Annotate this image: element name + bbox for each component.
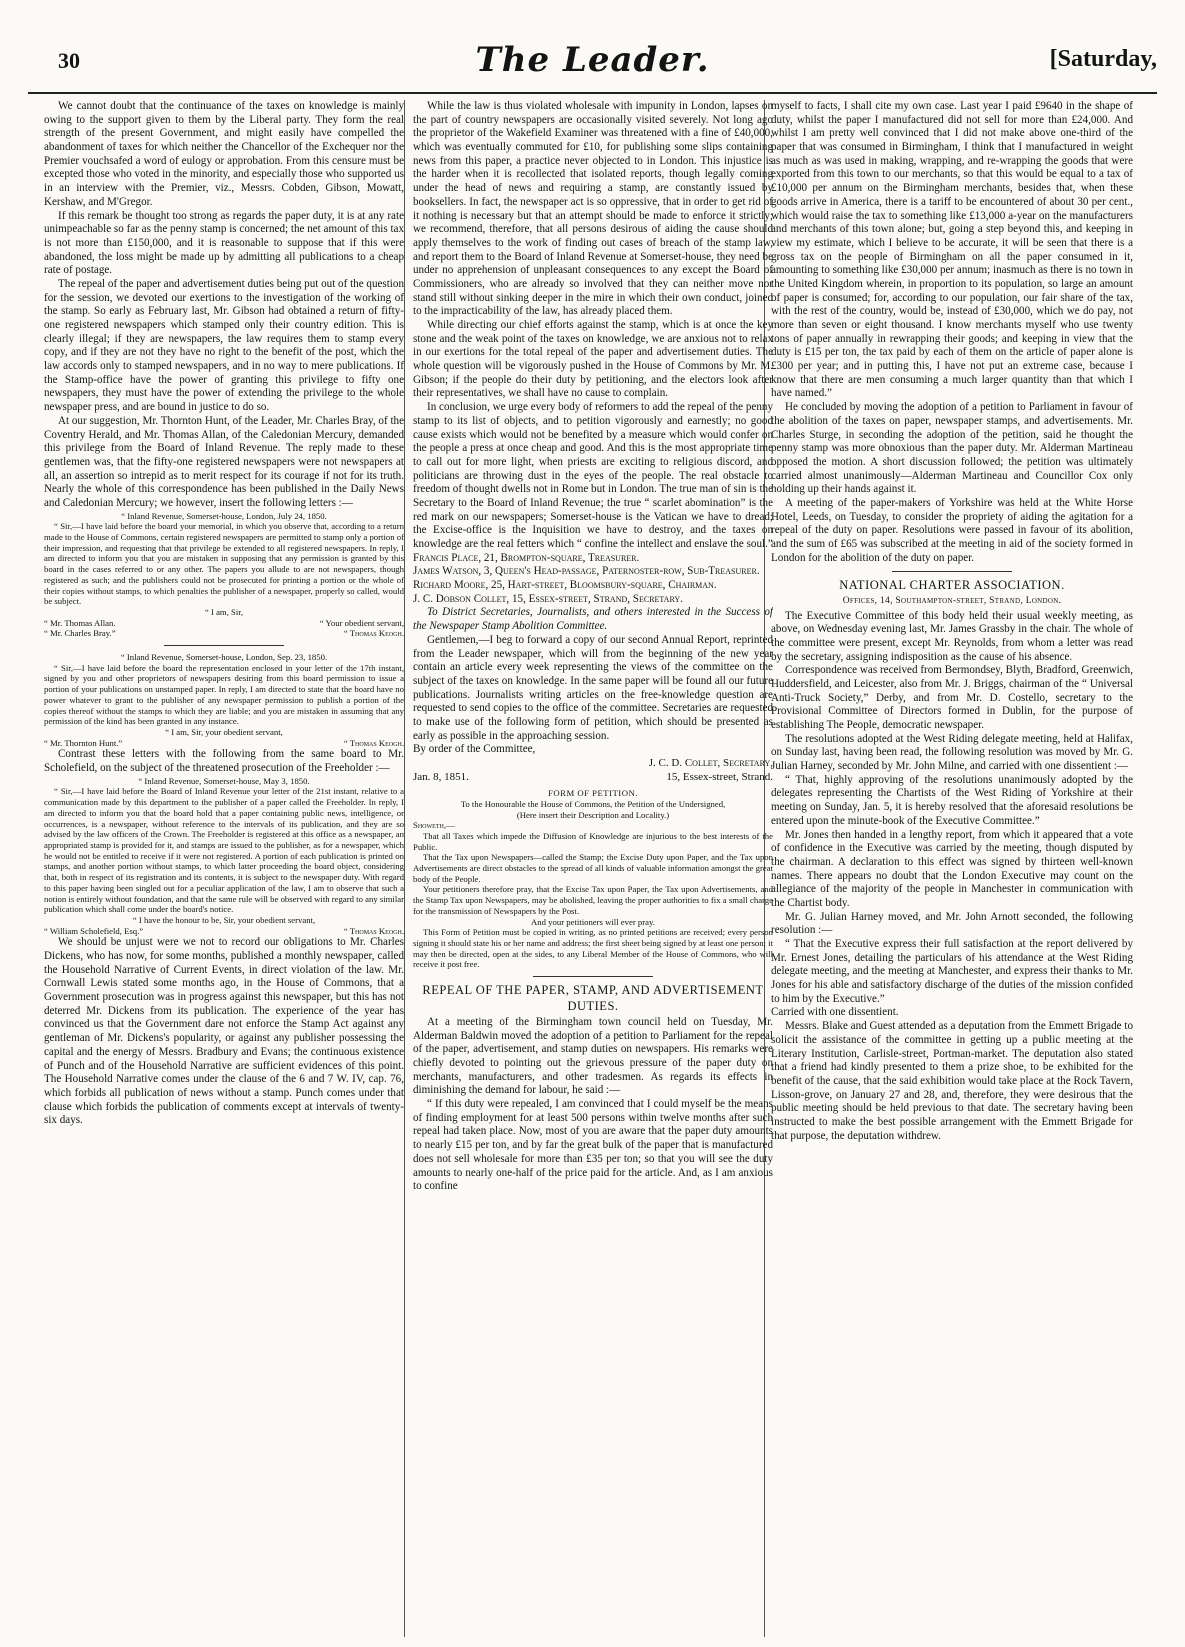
paragraph: Mr. G. Julian Harney moved, and Mr. John Arnott seconded, the following resolution :—: [771, 910, 1133, 937]
letter-body: “ Sir,—I have laid before the board your memorial, in which you observe that, according to a return made to the House of Commons, certain registered newspapers are permitted to stamp only a portion of their impression, and requesting that that privilege be extended to all registered newspapers. In reply, I am directed to inform you that you are mistaken in supposing that any permission is granted by this board in the cases referred to or any other. The papers you allude to are not newspapers, though registered as such; and the publishers could not be prosecuted for printing a portion or the whole of their copies without stamps, to which penalties the publisher of a newspaper, properly so called, would be subject.: [44, 521, 404, 607]
letter-2: [44, 652, 404, 748]
form-instruction: (Here insert their Description and Locality.): [516, 809, 670, 820]
paragraph: We should be unjust were we not to record our obligations to Mr. Charles Dickens, who has now, for some months, published a monthly newspaper, called the Household Narrative of Current Events, in direct violation of the law. Mr. Cornwall Lewis stated some months ago, in the House of Commons, that a Government prosecution was in progress against this newspaper, but this has not deterred Mr. Dickens from its publication. The experience of the year has convinced us that the Government dare not enforce the Stamp Act against any gentleman of Mr. Dickens's popularity, or against any publisher possessing the capital and the energy of Messrs. Bradbury and Evans; the continuous existence of Punch and of the Household Narrative are sufficient evidences of this point. The Household Narrative comes under the clause of the 6 and 7 W. IV, cap. 76, which forbids all publication of news without a stamp. Punch comes under that clause which forbids the publication of comments except at intervals of twenty-six days.: [44, 936, 404, 1127]
paragraph: Messrs. Blake and Guest attended as a deputation from the Emmett Brigade to solicit the assistance of the committee in getting up a public meeting at the Literary Institution, Carlisle-street, Portman-market. The deputation also stated that a friend had kindly presented to them a prize shoe, to be exhibited for the benefit of the cause, that the said exhibition would take place at the Rock Tavern, Lisson-grove, on January 27 and 28, and, therefore, they were desirous that the public meeting should be held previous to that date. The secretary having been instructed to make the best possible arrangement with the Emmett Brigade for that purpose, the deputation withdrew.: [771, 1020, 1133, 1142]
dateline: [Saturday,: [1049, 46, 1157, 72]
letter-heading: “ Inland Revenue, Somerset-house, London, July 24, 1850.: [121, 510, 327, 521]
committee-member: J. C. Dobson Collet, 15, Essex-street, Strand, Secretary.: [413, 592, 683, 605]
separator-rule: [164, 645, 284, 646]
newspaper-title: The Leader.: [475, 40, 710, 80]
paragraph: Correspondence was received from Bermondsey, Blyth, Bradford, Greenwich, Huddersfield, and Leicester, also from Mr. J. Briggs, chairman of the “ Universal Anti-Truck Society,” Derby, and from Mr. D. Costello, secretary to the Provisional Committee of Directors formed in Dublin, for the purpose of establishing The People, democratic newspaper.: [771, 664, 1133, 732]
paragraph: While directing our chief efforts against the stamp, which is at once the key stone and the weak point of the taxes on knowledge, we are anxious not to relax in our exertions for the total repeal of the paper and advertisement duties. The whole question will be vigorously pushed in the House of Commons by Mr. M. Gibson; if the people do their duty by petitioning, and the electors look after their representatives, we shall have no cause to complain.: [413, 319, 773, 400]
letter-closing: “ I have the honour to be, Sir, your obedient servant,: [132, 914, 316, 925]
paragraph: In conclusion, we urge every body of reformers to add the repeal of the penny stamp to its list of objects, and to petition vigorously and earnestly; no good cause exists which would not be benefited by a measure which would confer on the people a press at once cheap and good. And this is the most appropriate time to call out for more light, when priests are exciting to religious discord, and politicians are throwing dust in the eyes of the people. The real obstacle to freedom of thought dwells not in Rome but in London. The true man of sin is the Secretary to the Board of Inland Revenue; the true “ scarlet abomination” is the red mark on our newspapers; Somerset-house is the Vatican we have to dread; the Excise-office is the Inquisition we have to destroy, and the taxes on knowledge are the real fetters which “ confine the intellect and enslave the soul.”: [413, 401, 773, 550]
form-paragraph: That all Taxes which impede the Diffusion of Knowledge are injurious to the best interests of the Public.: [413, 830, 773, 852]
paragraph: Gentlemen,—I beg to forward a copy of our second Annual Report, reprinted from the Leader newspaper, which will from the beginning of the new year contain an article every week representing the views of the committee on the subject of the taxes on knowledge. In the same paper will be found all our future publications. Journalists writing articles on the free-knowledge question are requested to send copies to the office of the committee. Secretaries are requested to make use of the following form of petition, which should be presented as early as possible in the approaching session.: [413, 633, 773, 742]
address-line: To District Secretaries, Journalists, and others interested in the Success of the Newspaper Stamp Abolition Committee.: [413, 606, 773, 633]
masthead-rule: [28, 92, 1157, 94]
form-paragraph: Your petitioners therefore pray, that the Excise Tax upon Paper, the Tax upon Advertisements, and the Stamp Tax upon Newspapers, may be abolished, leaving the proper authorities to fix a small charge for the transmission of Newspapers by the Post.: [413, 884, 773, 916]
paragraph: A meeting of the paper-makers of Yorkshire was held at the White Horse Hotel, Leeds, on Tuesday, to consider the propriety of aiding the agitation for a repeal of the duty on paper. Resolutions were passed in favour of its abolition, and the sum of £65 was subscribed at the meeting in aid of the society formed in London for the abolition of the duty on paper.: [771, 496, 1133, 564]
paragraph: He concluded by moving the adoption of a petition to Parliament in favour of the abolition of the taxes on paper, newspaper stamps, and advertisements. Mr. Charles Sturge, in seconding the adoption of the petition, said he thought the penny stamp was more obnoxious than the paper duty. Mr. Alderman Martineau opposed the motion. A short discussion followed; the petition was ultimately carried almost unanimously—Alderman Martineau and Councillor Cox only holding up their hands against it.: [771, 401, 1133, 496]
page-number: 30: [58, 48, 80, 73]
letter-heading: “ Inland Revenue, Somerset-house, London, Sep. 23, 1850.: [120, 652, 328, 663]
form-title: FORM OF PETITION.: [548, 788, 638, 799]
committee-member: James Watson, 3, Queen's Head-passage, Paternoster-row, Sub-Treasurer.: [413, 565, 760, 578]
letter-body: “ Sir,—I have laid before the Board of Inland Revenue your letter of the 21st instant, relative to a communication made by this department to the publisher of a paper called the Freeholder. In reply, I am directed to inform you that the board hold that a paper containing public news, intelligence, or occurrences, is a newspaper, without reference to the intervals of its publication, and they are so advised by the law officers of the Crown. The Freeholder is registered at this office as a newspaper, an appropriated stamp is provided for it, and stamps are issued to the publisher, as for a newspaper, which he would not be entitled to receive if it were not registered. A portion of each publication is printed on stamps, and another portion without stamps, to which latter proceeding the board object, considering that, both in respect of its registration and its contents, it is subject to the newspaper duty. With regard to this paper having been singled out for a peculiar application of the law, I am to observe that such a notion is entirely without foundation, and that the same rule will be observed with regard to any similar publication which shall come under the board's notice.: [44, 786, 404, 915]
signature-address: 15, Essex-street, Strand.: [666, 770, 773, 783]
paragraph: Contrast these letters with the following from the same board to Mr. Scholefield, on the subject of the threatened prosecution of the Freeholder :—: [44, 748, 404, 775]
paragraph: Mr. Jones then handed in a lengthy report, from which it appeared that a vote of confidence in the Executive was carried by the meeting, though disputed by the chairman. A declaration to this effect was signed by thirteen well-known names. There appears no doubt that the London Executive may count on the allegiance of the majority of the people in Manchester in communication with the Chartist body.: [771, 828, 1133, 909]
letter-recipient: “ Mr. Charles Bray.”: [44, 628, 116, 639]
paragraph: The repeal of the paper and advertisement duties being put out of the question for the session, we devoted our exertions to the investigation of the working of the stamp. So early as February last, Mr. Gibson had obtained a return of fifty-one registered newspapers which stamped only their country edition. This is clearly illegal; if they are newspapers, the law requires them to stamp every copy, and if they are not they have no right to the benefit of the post, which the law accords only to stamped newspapers, and in no way to mere publications. If the Stamp-office have the power of granting this privilege to fifty one newspapers, they must have the power of extending the privilege to the whole newspaper press, and are bound in justice to do so.: [44, 277, 404, 414]
form-address: To the Honourable the House of Commons, the Petition of the Undersigned,: [460, 798, 726, 809]
letter-closing: “ Your obedient servant,: [319, 617, 404, 628]
column-divider: [404, 100, 405, 1637]
paragraph: Carried with one dissentient.: [771, 1006, 899, 1019]
paragraph: At our suggestion, Mr. Thornton Hunt, of the Leader, Mr. Charles Bray, of the Coventry Herald, and Mr. Thomas Allan, of the Caledonian Mercury, demanded this privilege from the Board of Inland Revenue. The reply made to these gentlemen was, that the fifty-one registered newspapers were not newspapers at all, an assertion so intrepid as to merit respect for its courage if not for its truth. Nearly the whole of this correspondence has been published in the Daily News and Caledonian Mercury; we however, insert the following letters :—: [44, 414, 404, 509]
section-heading: REPEAL OF THE PAPER, STAMP, AND ADVERTISEMENT DUTIES.: [422, 983, 764, 1013]
form-paragraph: That the Tax upon Newspapers—called the Stamp; the Excise Duty upon Paper, and the Tax upon Advertisements are direct obstacles to the spread of all kinds of valuable information amongst the great body of the People.: [413, 852, 773, 884]
paragraph: If this remark be thought too strong as regards the paper duty, it is at any rate unimpeachable so far as the penny stamp is concerned; the net amount of this tax is not more than £150,000, and it is reasonable to suppose that if this were abandoned, the loss might be made up by admitting all publications to a cheap rate of postage.: [44, 209, 404, 277]
letter-1: [44, 511, 404, 639]
form-note: This Form of Petition must be copied in writing, as no printed petitions are received; every person signing it should state his or her name and address; the first sheet being signed by at least one person; it may then be directed, open at the sides, to any Liberal Member of the House of Commons, who will receive it post free.: [413, 927, 773, 970]
letter-signature: “ Thomas Keogh.: [343, 737, 404, 748]
paragraph: We cannot doubt that the continuance of the taxes on knowledge is mainly owing to the support given to them by the Liberal party. They form the real strength of the present Government, and might easily have compelled the abandonment of taxes for which neither the Chancellor of the Exchequer nor the Premier vouchsafed a word of eulogy or approbation. From this censure must be excepted those who voted in the minority, and especially those who supported us in an interview with the Premier, viz., Messrs. Cobden, Gibson, Mowatt, Kershaw, and M'Gregor.: [44, 100, 404, 208]
paragraph: “ That the Executive express their full satisfaction at the report delivered by Mr. Ernest Jones, detailing the particulars of his attendance at the West Riding delegate meeting, and the meeting at Manchester, and express their thanks to Mr. Jones for his able and satisfactory discharge of the duties of the mission confided to him by the Executive.”: [771, 938, 1133, 1005]
section-heading: NATIONAL CHARTER ASSOCIATION.: [839, 578, 1065, 593]
form-prayer: And your petitioners will ever pray.: [531, 916, 655, 927]
paragraph: The resolutions adopted at the West Riding delegate meeting, held at Halifax, on Sunday last, having been read, the following resolution was moved by Mr. G. Julian Harney, seconded by Mr. John Milne, and carried with one dissentient :—: [771, 732, 1133, 773]
paragraph: The Executive Committee of this body held their usual weekly meeting, as above, on Wednesday evening last, Mr. James Grassby in the chair. The whole of the committee were present, except Mr. Reynolds, from whom a letter was read by the secretary, assigning indisposition as the cause of his absence.: [771, 609, 1133, 663]
letter-body: “ Sir,—I have laid before the board the representation enclosed in your letter of the 17th instant, signed by you and other proprietors of newspapers desiring from this board permission to issue a portion of your publications on unstamped paper. In reply, I am directed to state that the board have no power whatever to grant to the publisher of any newspaper permission to publish a portion of the copies thereof without the stamps to which they are liable; and you are mistaken in assuming that any permission of the kind has been granted in any instance.: [44, 662, 404, 727]
paragraph: myself to facts, I shall cite my own case. Last year I paid £9640 in the shape of duty, whilst the paper I manufactured did not sell for more than £24,000. And whilst I am pretty well convinced that I did not make above one-third of the paper that was consumed in Birmingham, I think that I manufactured in weight as much as was used in making, wrapping, and re-wrapping the goods that were exported from this town to our merchants, so that this would be equal to a tax of £10,000 per annum on the Birmingham merchants, besides that, when these goods arrive in America, there is a tariff to be encountered of about 30 per cent., which would raise the tax to something like £13,000 a-year on the manufacturers and merchants of this town alone; but, going a step beyond this, and keeping in view my estimate, which I believe to be accurate, it will be seen that there is a gross tax on the people of Birmingham on all the paper consumed in it, amounting to something like £30,000 per annum; inasmuch as there is no town in the United Kingdom wherein, in proportion to its population, so large an amount of paper is consumed; for, according to our population, our fair share of the tax, with the rest of the country, would be, instead of £30,000, which we do pay, not more than seven or eight thousand. I know merchants myself who use twenty tons of paper annually in rewrapping their goods; and keeping in view that the duty is £15 per ton, the tax paid by each of them on the article of paper alone is £300 per year; and in putting this, I have not put an extreme case, because I know that there are men consuming a much larger quantity than that which I have named.”: [771, 100, 1133, 400]
petition-form: [413, 788, 773, 970]
column-2: [413, 100, 773, 1637]
column-1: [44, 100, 404, 1637]
letter-recipient: “ Mr. Thomas Allan.: [44, 617, 116, 628]
separator-rule: [892, 571, 1012, 572]
section-subheading: Offices, 14, Southampton-street, Strand, London.: [842, 595, 1062, 606]
paragraph: “ If this duty were repealed, I am convinced that I could myself be the means of finding employment for at least 500 persons within twelve months after such repeal had taken place. Now, most of you are aware that the paper duty amounts to nearly £15 per ton, and by far the great bulk of the paper that is manufactured does not sell wholesale for more than £35 per ton; so that you will see the duty amounts to nearly one-half of the price paid for the article. And, as I am anxious to confine: [413, 1098, 773, 1193]
paragraph: “ That, highly approving of the resolutions unanimously adopted by the delegates representing the Chartists of the West Riding of Yorkshire at their meeting on Sunday, Jan. 5, it is hereby resolved that the aforesaid resolutions be entered upon the minute-book of the Executive Committee.”: [771, 773, 1133, 827]
letter-recipient: “ Mr. Thornton Hunt.”: [44, 737, 123, 748]
letter-signature: “ Thomas Keogh.: [343, 925, 404, 936]
form-showeth: Showeth,—: [413, 820, 455, 831]
committee-member: Richard Moore, 25, Hart-street, Bloomsbury-square, Chairman.: [413, 579, 717, 592]
letter-closing: “ I am, Sir, your obedient servant,: [165, 726, 283, 737]
paragraph: At a meeting of the Birmingham town council held on Tuesday, Mr. Alderman Baldwin moved the adoption of a petition to Parliament for the repeal of the paper, advertisement, and stamp duties on newspapers. His remarks were chiefly devoted to pointing out the grievous pressure of the paper duty on merchants, manufacturers, and other tradesmen. As regards its effects in diminishing the demand for labour, he said :—: [413, 1015, 773, 1097]
secretary-signature: J. C. D. Collet, Secretary,: [648, 757, 773, 769]
committee-member: Francis Place, 21, Brompton-square, Treasurer.: [413, 551, 640, 564]
letter-signature: “ Thomas Keogh.: [343, 628, 404, 639]
letter-3: [44, 776, 404, 937]
letter-recipient: “ William Scholefield, Esq.”: [44, 925, 144, 936]
order-line: By order of the Committee,: [413, 743, 536, 756]
separator-rule: [533, 976, 653, 977]
letter-closing: “ I am, Sir,: [204, 606, 243, 617]
column-3: [771, 100, 1133, 1637]
signature-date: Jan. 8, 1851.: [413, 770, 469, 783]
masthead: [28, 40, 1157, 90]
paragraph: While the law is thus violated wholesale with impunity in London, lapses on the part of country newspapers are occasionally visited severely. Not long ago the proprietor of the Wakefield Examiner was threatened with a fine of £40,000, which was eventually commuted for £10, for publishing some slips containing news from this paper, a practice never objected to in London. This injustice is the harder when it is recollected that isolated reports, though legally coming under the head of news and requiring a stamp, are constantly issued by booksellers. In fact, the newspaper act is so oppressive, that in order to get rid of it nothing is necessary but that an attempt should be made to enforce it strictly; we recommend, therefore, that all persons desirous of aiding the cause should apply themselves to the work of finding out cases of breach of the stamp law, and report them to the Board of Inland Revenue at Somerset-house, they need be under no apprehension of unpleasant consequences to any except the Board of Commissioners, who are already so involved that they can neither move nor stand still without sinking deeper in the mire in which their own conduct, joined to the impracticability of the law, has already placed them.: [413, 100, 773, 318]
letter-heading: “ Inland Revenue, Somerset-house, May 3, 1850.: [138, 775, 310, 786]
